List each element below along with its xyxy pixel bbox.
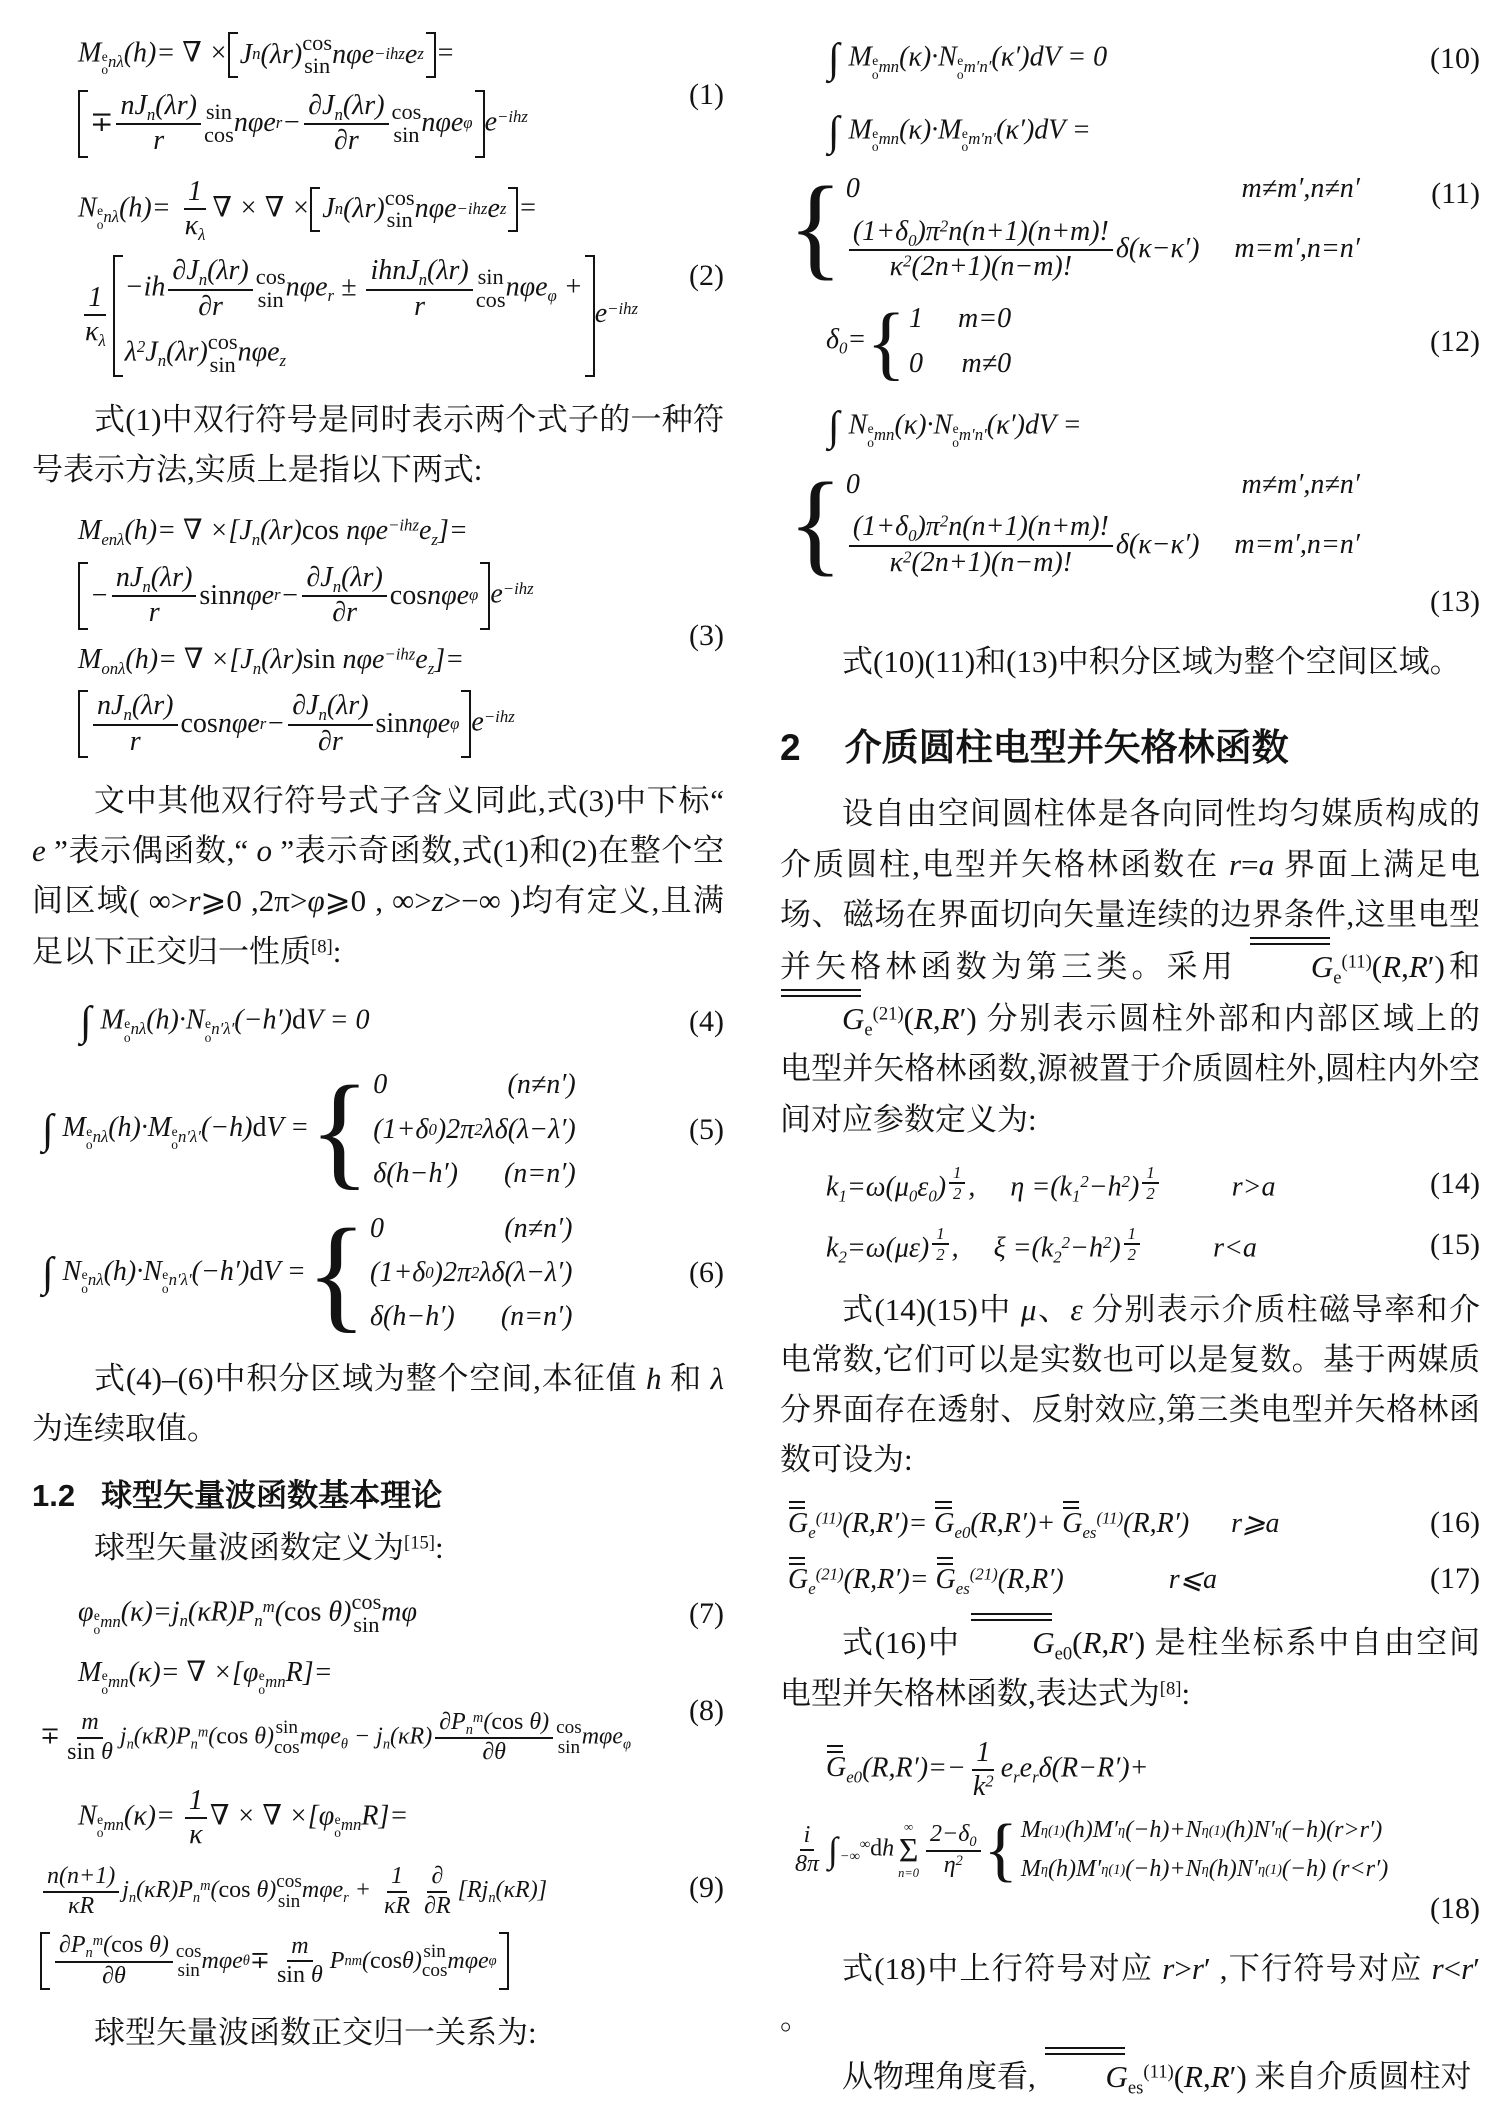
- equation-line: $nJ_n(\lambda r)$ r cos nφe r − $\partial J_n(\lambda r)$ ∂r sin nφe φ $e^{-ihz}$: [78, 690, 662, 758]
- equation-line: $G_e^{(21)}(R,R')= G_{es}^{(21)}(R,R')$ r⩽a: [788, 1563, 1218, 1598]
- equation-number: (2): [689, 259, 724, 293]
- equation-line: { 0 m≠m′,n≠n′ $(1+\delta_0)\pi^2n(n+1)(n+m)$! $\kappa^2(2n+1)(n-m)$! δ(κ−κ′) m=m′,n=n′: [788, 163, 1360, 291]
- section-heading-2: [780, 717, 1480, 771]
- equation-line: $G_{e0}(R,R')=-$ $\frac{1}{k^2}$ $e_re_r\delta(R-R')+$: [826, 1736, 1149, 1802]
- paragraph: 式(4)–(6)中积分区域为整个空间,本征值 h 和 λ 为连续取值。: [32, 1360, 724, 1446]
- paragraph: 文中其他双行符号式子含义同此,式(3)中下标“ e ”表示偶函数,“ o ”表示奇函数,式(1)和(2)在整个空间区域( ∞>r⩾0 ,2π>φ⩾0 , ∞>z>−∞ )均有定义,且满足以下正交归一性质[8]:: [32, 782, 725, 969]
- equation-number: (8): [689, 1693, 724, 1727]
- equation-1: [32, 32, 724, 158]
- equation-number: (17): [1430, 1562, 1480, 1596]
- equation-line: $\frac{n(n+1)}{\kappa R}$ $j_n(\kappa R)P_n^m(\cos$ θ) cos sin mφe$_r$ + $\frac{1}{\kappa R}$ ∂ ∂R $[Rj_n(\kappa R)]$: [40, 1863, 662, 1920]
- equation-16: [780, 1504, 1480, 1542]
- paragraph: 式(10)(11)和(13)中积分区域为整个空间区域。: [842, 644, 1461, 680]
- equation-12: [780, 295, 1480, 388]
- equation-9: [32, 1785, 724, 1991]
- equation-line: − $nJ_n(\lambda r)$ r sin nφe r − $\partial J_n(\lambda r)$ ∂r cos nφe φ $e^{-ihz}$: [78, 562, 662, 630]
- equation-number: (13): [1430, 585, 1480, 619]
- equation-number: (15): [1430, 1228, 1480, 1262]
- section-title: 介质圆柱电型并矢格林函数: [844, 727, 1289, 769]
- equation-number: (12): [1430, 324, 1480, 358]
- equation-number: (5): [689, 1112, 724, 1146]
- equation-15: [780, 1224, 1480, 1267]
- paragraph: 设自由空间圆柱体是各向同性均匀媒质构成的介质圆柱,电型并矢格林函数在 r=a 界面上满足电场、磁场在界面切向矢量连续的边界条件,这里电型并矢格林函数为第三类。采用 $G_e^{(11)}(R,R')$和$G_e^{(21)}(R,R')$ 分别表示圆柱外部和内部区域上的电型并矢格林函数,源被置于介质圆柱外,圆柱内外空间对应参数定义为:: [780, 796, 1481, 1137]
- paragraph: 式(14)(15)中 μ、ε 分别表示介质柱磁导率和介电常数,它们可以是实数也可以是复数。基于两媒质分界面存在透射、反射效应,第三类电型并矢格林函数可设为:: [780, 1291, 1481, 1478]
- equation-line: $\partial P_n^m(\cos$ θ) ∂θ cos sin mφe θ ∓ m sin θ P n m ( cos θ) sin cos mφe φ: [40, 1932, 662, 1990]
- section-number: 2: [780, 727, 801, 769]
- paragraph: 从物理角度看, $G_{es}^{(11)}(R,R')$ 来自介质圆柱对: [780, 2050, 1480, 2102]
- equation-line: $k_2=\omega(\mu\varepsilon)$ $^{\frac{1}{2}}$ , $\xi =(k_2^2-h^2)$ $^{\frac{1}{2}}$ r<a: [826, 1223, 1257, 1267]
- equation-number: (11): [1431, 177, 1480, 211]
- equation-line: M $_{e o n\lambda}$(h)= ∇ × J n (λr) cos sin nφe −ihz e z =: [78, 30, 455, 78]
- equation-line: $M_{on\lambda}(h)=$ ∇ $\times[J_n(\lambda r)\sin$ $n\varphi e^{-ihz}e_z]=$: [78, 643, 465, 678]
- equation-line: ∫ M $_{e o mn}$(κ)·N $_{e o m'n'}$(κ′)dV = 0: [828, 36, 1108, 82]
- equation-line: ∫ M $_{e o n\lambda}$(h)·M $_{e o n'\lambda'}$(−h)dV = { 0 (n≠n′) (1+δ 0 )2π 2 λδ(λ−λ′) δ(h−h′) (n=n′): [42, 1058, 576, 1201]
- section-title: 球型矢量波函数基本理论: [101, 1478, 443, 1514]
- equation-line: $G_e^{(11)}(R,R')= G_{e0}(R,R')+ G_{es}^{(11)}(R,R')$ r⩾a: [788, 1507, 1280, 1542]
- equation-5: [32, 1058, 724, 1201]
- equation-13: [780, 400, 1480, 619]
- equation-line: $M_{en\lambda}(h)=$ ∇ $\times[J_n(\lambda r)\cos$ $n\varphi e^{-ihz}e_z]=$: [78, 515, 468, 550]
- equation-6: [32, 1202, 724, 1345]
- paragraph: 式(16)中 $G_{e0}(R,R')$ 是柱坐标系中自由空间电型并矢格林函数,表达式为[8]:: [780, 1616, 1480, 1718]
- equation-2: [32, 176, 724, 377]
- equation-18: [780, 1736, 1480, 1925]
- equation-line: ∫ M $_{e o n\lambda}$(h)·N $_{e o n'\lambda'}$(−h′)dV = 0: [80, 998, 370, 1045]
- equation-17: [780, 1560, 1480, 1598]
- equation-line: $k_1=\omega(\mu_0\varepsilon_0)$ $^{\frac{1}{2}}$ , $\eta =(k_1^2-h^2)$ $^{\frac{1}{2}}$ r>a: [826, 1162, 1276, 1206]
- equation-4: [32, 995, 724, 1050]
- equation-number: (7): [689, 1597, 724, 1631]
- equation-10: [780, 32, 1480, 87]
- paragraph: 球型矢量波函数正交归一关系为:: [94, 2015, 537, 2051]
- section-number: 1.2: [32, 1478, 76, 1514]
- equation-number: (16): [1430, 1505, 1480, 1539]
- equation-line: ∓ $nJ_n(\lambda r)$ r sin cos nφe r − $\partial J_n(\lambda r)$ ∂r cos sin nφe φ $e^{-ihz}$: [78, 90, 662, 158]
- equation-number: (10): [1430, 42, 1480, 76]
- equation-11: [780, 105, 1480, 291]
- equation-number: (6): [689, 1256, 724, 1290]
- paragraph: 式(18)中上行符号对应 r>r′ ,下行符号对应 r<r′ 。: [780, 1950, 1480, 2036]
- section-heading-1-2: [32, 1470, 724, 1515]
- equation-7: [32, 1591, 724, 1637]
- equation-line: N $_{e o mn}$(κ)= $\frac{1}{\kappa}$ ∇ × ∇ ×[φ $_{e o mn}$R]=: [78, 1784, 409, 1850]
- equation-number: (3): [689, 618, 724, 652]
- equation-number: (4): [689, 1005, 724, 1039]
- paragraph: 式(1)中双行符号是同时表示两个式子的一种符号表示方法,实质上是指以下两式:: [32, 401, 724, 488]
- equation-line: N $_{e o n\lambda}$(h)= $\frac{1}{\kappa_\lambda}$ ∇ × ∇ × J n (λr) cos sin nφe −ihz e z =: [78, 175, 538, 244]
- equation-line: M $_{e o mn}$(κ)= ∇ ×[φ $_{e o mn}$R]=: [78, 1657, 333, 1698]
- paragraph: 球型矢量波函数定义为[15]:: [94, 1530, 444, 1566]
- equation-number: (1): [689, 77, 724, 111]
- equation-line: $\delta_0=$ { 1 m=0 0 m≠0: [826, 295, 1012, 388]
- equation-line: ∫ N $_{e o mn}$(κ)·N $_{e o m'n'}$(κ′)dV =: [828, 404, 1082, 451]
- equation-3: [32, 513, 724, 758]
- equation-line: φ $_{e o mn}(\kappa)=j_n(\kappa R)P_n^m(\cos$ θ) cos sin mφ: [78, 1589, 418, 1638]
- equation-8: [32, 1655, 724, 1767]
- right-column: [780, 14, 1480, 2108]
- equation-line: ∓ $\frac{m}{\text{sin θ}}$ $j_n(\kappa R)P_n^m(\cos$ θ) sin cos $m\varphi e_\theta - j_n(\kappa R)$ $\partial P_n^m(\cos$ θ) ∂θ cos sin mφe$_\varphi$: [40, 1708, 631, 1766]
- equation-line: ∫ N $_{e o n\lambda}$(h)·N $_{e o n'\lambda'}$(−h′)dV = { 0 (n≠n′) (1+δ 0 )2π 2 λδ(λ−λ′) δ(h−h′) (n=n′): [42, 1202, 573, 1345]
- equation-number: (9): [689, 1870, 724, 1904]
- equation-line: { 0 m≠m′,n≠n′ $(1+\delta_0)\pi^2n(n+1)(n+m)$! $\kappa^2(2n+1)(n-m)$! δ(κ−κ′) m=m′,n=n′: [788, 458, 1360, 586]
- equation-number: (14): [1430, 1167, 1480, 1201]
- equation-line: ∫ M $_{e o mn}$(κ)·M $_{e o m'n'}$(κ′)dV =: [828, 108, 1091, 155]
- equation-14: [780, 1163, 1480, 1206]
- equation-number: (18): [1430, 1891, 1480, 1925]
- left-column: [32, 14, 724, 2065]
- equation-line: $\frac{1}{\kappa_\lambda}$ −ih $\frac{\partial J_n(\lambda r)}{\partial r}$ cos sin nφe$_r$ ± ihnJ$_n$(λr) r sin cos nφe$_\varphi$ + $\lambda^2J_n(\lambda r)$ cos sin nφe$_z$ $e^{-ihz}$: [85, 255, 639, 378]
- equation-line: $\frac{i}{8\pi}$ ∫ $_{-\infty}$∞dh ∞ Σ n=0 $\frac{2-\delta_0}{\eta^2}$ { M η (1) (h)M′ η (−h)+N η (1) (h)N′ η (−h)(r>r′) M η (h)M′ η (1) (−h)+N η (h)N′ η (1) (−h) (r<r′): [795, 1810, 1389, 1890]
